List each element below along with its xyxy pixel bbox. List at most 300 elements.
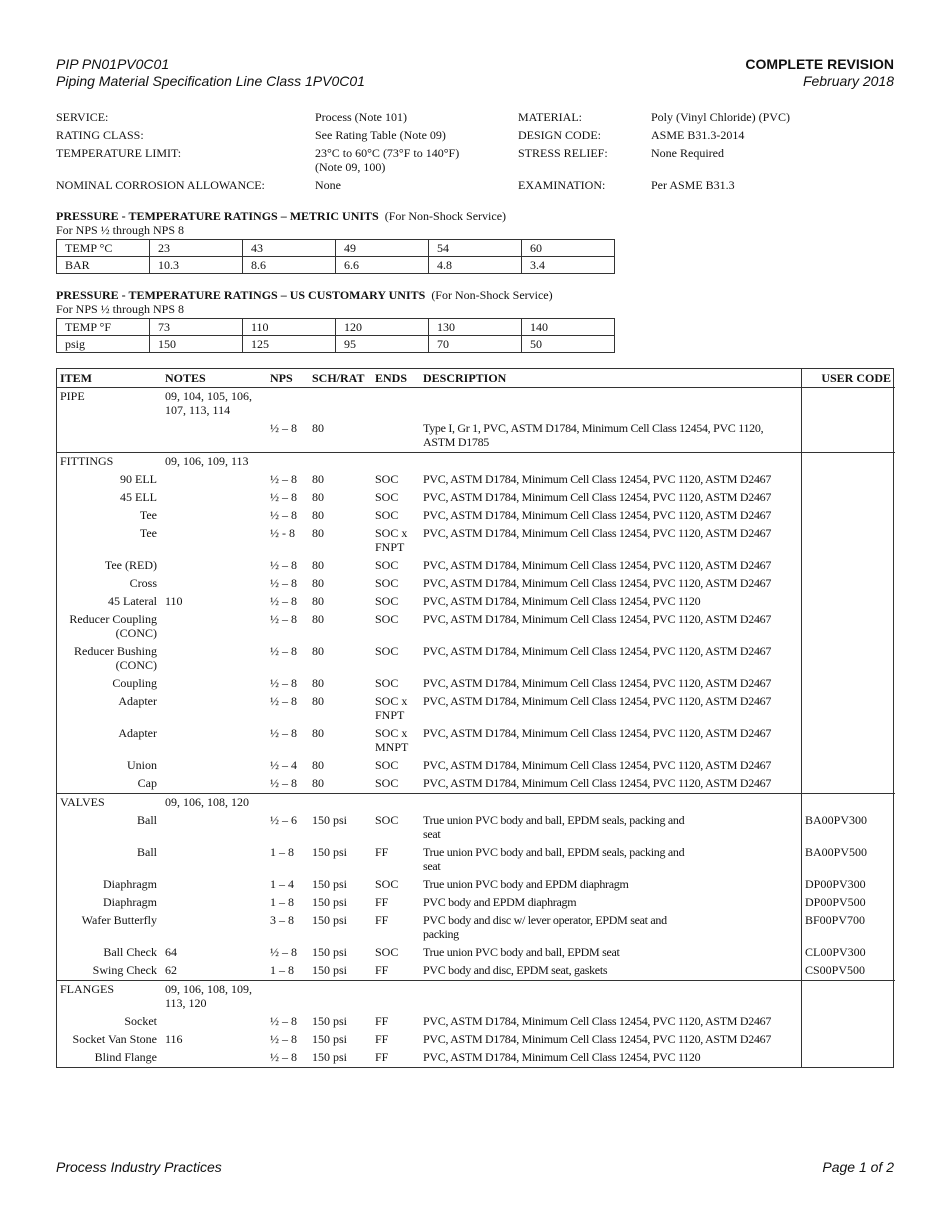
column-divider	[801, 368, 802, 1067]
item-notes: 62	[165, 963, 177, 977]
item-user-code	[801, 693, 895, 725]
service-label: SERVICE:	[56, 110, 109, 124]
item-ends: SOC	[375, 945, 399, 959]
doc-id: PIP PN01PV0C01	[56, 56, 170, 72]
col-header-description: DESCRIPTION	[419, 368, 705, 388]
item-sch-rating: 80	[312, 676, 324, 690]
table-row	[56, 876, 895, 894]
us-cell: psig	[57, 336, 150, 353]
item-user-code	[801, 575, 895, 593]
item-notes	[161, 611, 266, 643]
item-nps: ½ – 8	[270, 594, 297, 608]
item-ends: SOC	[375, 558, 399, 572]
group-valves	[56, 794, 895, 981]
item-sch-rating: 80	[312, 594, 324, 608]
item-sch-rating: 150 psi	[312, 1032, 348, 1046]
item-nps: ½ – 8	[270, 508, 297, 522]
metric-cell: 8.6	[243, 257, 336, 274]
table-row	[56, 525, 895, 557]
group-header-row	[56, 794, 895, 813]
item-ends	[371, 420, 419, 453]
item-ends: SOC x FNPT	[375, 526, 408, 554]
item-description: PVC, ASTM D1784, Minimum Cell Class 12454, PVC 1120, ASTM D2467	[423, 1014, 772, 1028]
item-description: PVC body and disc w/ lever operator, EPDM seat and packing	[423, 913, 667, 941]
metric-title-text: PRESSURE - TEMPERATURE RATINGS – METRIC UNITS	[56, 209, 379, 223]
us-cell: 95	[336, 336, 429, 353]
col-header-notes: NOTES	[161, 368, 266, 388]
us-title-text: PRESSURE - TEMPERATURE RATINGS – US CUSTOMARY UNITS	[56, 288, 426, 302]
material-label: MATERIAL:	[518, 110, 582, 124]
group-name: VALVES	[60, 795, 105, 809]
item-user-code	[801, 643, 895, 675]
metric-cell: BAR	[57, 257, 150, 274]
item-sch-rating: 80	[312, 644, 324, 658]
item-description: PVC, ASTM D1784, Minimum Cell Class 12454, PVC 1120, ASTM D2467	[423, 508, 772, 522]
item-description: PVC body and EPDM diaphragm	[423, 895, 577, 909]
item-notes	[161, 812, 266, 844]
item-description: PVC, ASTM D1784, Minimum Cell Class 12454, PVC 1120, ASTM D2467	[423, 776, 772, 790]
item-nps: ½ – 8	[270, 421, 297, 435]
group-name: FITTINGS	[60, 454, 114, 468]
item-sch-rating: 80	[312, 776, 324, 790]
rating-label: RATING CLASS:	[56, 128, 144, 142]
metric-cell: 6.6	[336, 257, 429, 274]
item-user-code	[801, 1013, 895, 1031]
table-row	[56, 1031, 895, 1049]
table-row	[56, 557, 895, 575]
item-name: Cap	[137, 776, 157, 790]
item-description: True union PVC body and ball, EPDM seat	[423, 945, 620, 959]
us-cell: 120	[336, 319, 429, 336]
item-nps: ½ – 8	[270, 612, 297, 626]
exam-label: EXAMINATION:	[518, 178, 606, 192]
item-sch-rating: 80	[312, 490, 324, 504]
item-ends: SOC x MNPT	[375, 726, 409, 754]
item-ends: FF	[375, 1032, 389, 1046]
item-name: Tee	[139, 508, 157, 522]
item-user-code	[801, 775, 895, 794]
item-description: PVC, ASTM D1784, Minimum Cell Class 12454, PVC 1120, ASTM D2467	[423, 726, 772, 740]
temp-value-line2: (Note 09, 100)	[315, 160, 386, 174]
material-value: Poly (Vinyl Chloride) (PVC)	[651, 110, 790, 124]
item-description: PVC, ASTM D1784, Minimum Cell Class 12454, PVC 1120, ASTM D2467	[423, 558, 772, 572]
item-notes	[161, 525, 266, 557]
item-sch-rating: 80	[312, 472, 324, 486]
table-row	[56, 675, 895, 693]
item-notes	[161, 876, 266, 894]
table-row	[56, 725, 895, 757]
item-spacer	[705, 844, 801, 876]
metric-ratings-table	[56, 239, 615, 274]
item-description: PVC, ASTM D1784, Minimum Cell Class 12454, PVC 1120, ASTM D2467	[423, 576, 772, 590]
item-description: True union PVC body and ball, EPDM seals, packing and seat	[423, 845, 685, 873]
metric-cell: 3.4	[522, 257, 615, 274]
item-description: PVC, ASTM D1784, Minimum Cell Class 12454, PVC 1120, ASTM D2467	[423, 644, 772, 658]
col-header-nps: NPS	[266, 368, 308, 388]
temp-value-line1: 23°C to 60°C (73°F to 140°F)	[315, 146, 460, 160]
item-sch-rating: 80	[312, 508, 324, 522]
table-row	[56, 489, 895, 507]
item-description: Type I, Gr 1, PVC, ASTM D1784, Minimum Cell Class 12454, PVC 1120, ASTM D1785	[423, 421, 764, 449]
item-user-code	[801, 1031, 895, 1049]
item-ends: SOC	[375, 472, 399, 486]
item-name	[56, 420, 161, 453]
table-left-border	[56, 368, 57, 1067]
item-name: Cross	[129, 576, 157, 590]
item-name: 90 ELL	[120, 472, 157, 486]
table-row	[56, 420, 895, 453]
page-number: Page 1 of 2	[822, 1159, 894, 1175]
item-user-code	[801, 1049, 895, 1067]
item-sch-rating: 80	[312, 726, 324, 740]
item-name: Blind Flange	[94, 1050, 157, 1064]
item-notes	[161, 844, 266, 876]
design-value: ASME B31.3-2014	[651, 128, 745, 142]
group-notes: 09, 106, 109, 113	[165, 454, 249, 468]
table-row	[56, 912, 895, 944]
item-name: Swing Check	[92, 963, 157, 977]
item-name: Diaphragm	[103, 895, 157, 909]
item-user-code: BA00PV500	[805, 845, 868, 859]
group-notes: 09, 106, 108, 120	[165, 795, 249, 809]
metric-temp-row	[57, 240, 615, 257]
table-row	[56, 643, 895, 675]
us-ratings-table	[56, 318, 615, 353]
stress-value: None Required	[651, 146, 724, 160]
metric-ratings-title	[56, 209, 615, 223]
us-cell: TEMP °F	[57, 319, 150, 336]
item-nps: ½ – 8	[270, 1014, 297, 1028]
item-description: PVC, ASTM D1784, Minimum Cell Class 12454, PVC 1120, ASTM D2467	[423, 612, 772, 626]
item-nps: 3 – 8	[270, 913, 294, 927]
group-header-row	[56, 981, 895, 1014]
item-sch-rating: 80	[312, 576, 324, 590]
item-ends: SOC	[375, 576, 399, 590]
item-notes	[161, 675, 266, 693]
us-cell: 125	[243, 336, 336, 353]
metric-cell: 60	[522, 240, 615, 257]
item-nps: 1 – 8	[270, 845, 294, 859]
design-label: DESIGN CODE:	[518, 128, 601, 142]
item-spacer	[705, 894, 801, 912]
item-ends: FF	[375, 845, 389, 859]
us-cell: 110	[243, 319, 336, 336]
item-sch-rating: 80	[312, 526, 324, 540]
spec-table-header	[56, 368, 895, 388]
item-name: 45 Lateral	[108, 594, 157, 608]
item-notes	[161, 912, 266, 944]
item-nps: ½ – 8	[270, 726, 297, 740]
item-name: Socket	[124, 1014, 157, 1028]
item-sch-rating: 80	[312, 421, 324, 435]
item-ends: SOC	[375, 594, 399, 608]
item-ends: SOC	[375, 644, 399, 658]
table-right-border	[893, 368, 894, 1067]
temp-value	[315, 146, 515, 174]
group-notes: 09, 104, 105, 106, 107, 113, 114	[165, 389, 252, 417]
item-name: Reducer Coupling (CONC)	[69, 612, 157, 640]
us-cell: 130	[429, 319, 522, 336]
item-ends: SOC	[375, 508, 399, 522]
item-name: Adapter	[118, 694, 157, 708]
item-user-code	[801, 675, 895, 693]
metric-cell: 10.3	[150, 257, 243, 274]
revision-status: COMPLETE REVISION	[745, 56, 894, 72]
item-ends: SOC	[375, 776, 399, 790]
metric-cell: 4.8	[429, 257, 522, 274]
corrosion-label: NOMINAL CORROSION ALLOWANCE:	[56, 178, 265, 192]
item-sch-rating: 150 psi	[312, 963, 348, 977]
footer-org: Process Industry Practices	[56, 1159, 222, 1175]
col-header-ends: ENDS	[371, 368, 419, 388]
table-row	[56, 894, 895, 912]
item-description: PVC, ASTM D1784, Minimum Cell Class 12454, PVC 1120, ASTM D2467	[423, 472, 772, 486]
table-row	[56, 611, 895, 643]
item-ends: SOC	[375, 612, 399, 626]
item-notes	[161, 507, 266, 525]
table-top-border	[56, 368, 894, 369]
spec-table	[56, 368, 895, 1067]
item-user-code	[801, 525, 895, 557]
metric-subtitle: For NPS ½ through NPS 8	[56, 223, 185, 237]
item-name: Union	[127, 758, 157, 772]
table-row	[56, 944, 895, 962]
group-header-row	[56, 388, 895, 421]
table-row	[56, 1049, 895, 1067]
item-nps: ½ – 8	[270, 558, 297, 572]
item-name: Tee	[139, 526, 157, 540]
us-ratings	[56, 288, 615, 353]
item-description: True union PVC body and ball, EPDM seals, packing and seat	[423, 813, 685, 841]
item-user-code	[801, 507, 895, 525]
metric-cell: 43	[243, 240, 336, 257]
item-ends: SOC	[375, 490, 399, 504]
metric-title-note: (For Non-Shock Service)	[384, 209, 507, 223]
item-description: PVC, ASTM D1784, Minimum Cell Class 12454, PVC 1120, ASTM D2467	[423, 758, 772, 772]
item-nps: ½ – 8	[270, 676, 297, 690]
item-sch-rating: 150 psi	[312, 945, 348, 959]
item-user-code: DP00PV300	[805, 877, 866, 891]
group-flanges	[56, 981, 895, 1068]
item-nps: ½ – 8	[270, 490, 297, 504]
item-user-code	[801, 611, 895, 643]
item-notes	[161, 1049, 266, 1067]
item-user-code	[801, 420, 895, 453]
col-header-user-code: USER CODE	[801, 368, 895, 388]
item-sch-rating: 150 psi	[312, 813, 348, 827]
item-sch-rating: 150 psi	[312, 877, 348, 891]
item-notes	[161, 557, 266, 575]
item-nps: ½ – 8	[270, 1032, 297, 1046]
item-ends: SOC x FNPT	[375, 694, 408, 722]
header-right	[745, 56, 894, 90]
item-user-code	[801, 757, 895, 775]
table-row	[56, 775, 895, 794]
us-cell: 50	[522, 336, 615, 353]
table-row	[56, 693, 895, 725]
item-user-code: BF00PV700	[805, 913, 866, 927]
item-nps: ½ – 4	[270, 758, 297, 772]
item-notes: 116	[165, 1032, 183, 1046]
item-ends: FF	[375, 895, 389, 909]
item-notes	[161, 471, 266, 489]
us-psig-row	[57, 336, 615, 353]
item-nps: ½ - 8	[270, 526, 295, 540]
group-fittings	[56, 453, 895, 794]
item-nps: ½ – 8	[270, 576, 297, 590]
item-name: Ball	[137, 813, 157, 827]
item-nps: ½ – 6	[270, 813, 297, 827]
revision-date: February 2018	[802, 73, 894, 89]
item-name: Tee (RED)	[104, 558, 157, 572]
us-temp-row	[57, 319, 615, 336]
item-description: PVC, ASTM D1784, Minimum Cell Class 12454, PVC 1120, ASTM D2467	[423, 526, 772, 540]
item-spacer	[705, 944, 801, 962]
item-notes	[161, 693, 266, 725]
item-description: True union PVC body and EPDM diaphragm	[423, 877, 629, 891]
item-description: PVC, ASTM D1784, Minimum Cell Class 12454, PVC 1120	[423, 1050, 701, 1064]
table-row	[56, 812, 895, 844]
item-user-code	[801, 593, 895, 611]
item-sch-rating: 80	[312, 758, 324, 772]
item-sch-rating: 150 psi	[312, 913, 348, 927]
table-row	[56, 575, 895, 593]
item-notes	[161, 1013, 266, 1031]
item-nps: 1 – 8	[270, 895, 294, 909]
item-spacer	[705, 912, 801, 944]
rating-value: See Rating Table (Note 09)	[315, 128, 446, 142]
table-row	[56, 471, 895, 489]
item-sch-rating: 150 psi	[312, 1014, 348, 1028]
item-user-code: CS00PV500	[805, 963, 866, 977]
metric-cell: 54	[429, 240, 522, 257]
item-sch-rating: 80	[312, 558, 324, 572]
item-description: PVC, ASTM D1784, Minimum Cell Class 12454, PVC 1120, ASTM D2467	[423, 1032, 772, 1046]
us-cell: 140	[522, 319, 615, 336]
table-row	[56, 593, 895, 611]
item-spacer	[705, 812, 801, 844]
item-ends: FF	[375, 913, 389, 927]
item-name: 45 ELL	[120, 490, 157, 504]
col-header-item: ITEM	[56, 368, 161, 388]
us-ratings-title	[56, 288, 615, 302]
item-user-code	[801, 489, 895, 507]
item-sch-rating: 80	[312, 612, 324, 626]
item-name: Reducer Bushing (CONC)	[74, 644, 157, 672]
stress-label: STRESS RELIEF:	[518, 146, 608, 160]
item-sch-rating: 80	[312, 694, 324, 708]
item-nps: ½ – 8	[270, 776, 297, 790]
item-user-code	[801, 725, 895, 757]
item-spacer	[705, 876, 801, 894]
item-spacer	[705, 962, 801, 981]
item-description: PVC, ASTM D1784, Minimum Cell Class 12454, PVC 1120, ASTM D2467	[423, 490, 772, 504]
item-notes: 64	[165, 945, 177, 959]
metric-cell: TEMP °C	[57, 240, 150, 257]
item-name: Ball	[137, 845, 157, 859]
item-description: PVC, ASTM D1784, Minimum Cell Class 12454, PVC 1120, ASTM D2467	[423, 694, 772, 708]
item-notes	[161, 575, 266, 593]
item-nps: ½ – 8	[270, 694, 297, 708]
item-description: PVC, ASTM D1784, Minimum Cell Class 12454, PVC 1120, ASTM D2467	[423, 676, 772, 690]
metric-cell: 23	[150, 240, 243, 257]
item-ends: FF	[375, 1050, 389, 1064]
table-row	[56, 962, 895, 981]
item-name: Socket Van Stone	[72, 1032, 157, 1046]
item-name: Ball Check	[103, 945, 157, 959]
item-notes	[161, 894, 266, 912]
item-notes	[161, 643, 266, 675]
item-user-code: CL00PV300	[805, 945, 866, 959]
item-sch-rating: 150 psi	[312, 845, 348, 859]
item-ends: SOC	[375, 676, 399, 690]
table-row	[56, 844, 895, 876]
item-user-code	[801, 557, 895, 575]
temp-label: TEMPERATURE LIMIT:	[56, 146, 182, 160]
item-notes	[161, 775, 266, 794]
item-nps: ½ – 8	[270, 644, 297, 658]
group-header-row	[56, 453, 895, 472]
item-nps: ½ – 8	[270, 945, 297, 959]
item-ends: FF	[375, 963, 389, 977]
item-user-code: BA00PV300	[805, 813, 868, 827]
header-left	[56, 56, 365, 90]
item-ends: SOC	[375, 758, 399, 772]
item-sch-rating: 150 psi	[312, 1050, 348, 1064]
table-row	[56, 507, 895, 525]
item-description: PVC, ASTM D1784, Minimum Cell Class 12454, PVC 1120	[423, 594, 701, 608]
item-notes	[161, 489, 266, 507]
item-name: Wafer Butterfly	[81, 913, 157, 927]
col-header-sch: SCH/RAT	[308, 368, 371, 388]
item-notes	[161, 757, 266, 775]
group-pipe	[56, 388, 895, 453]
item-description: PVC body and disc, EPDM seat, gaskets	[423, 963, 608, 977]
corrosion-value: None	[315, 178, 341, 192]
service-value: Process (Note 101)	[315, 110, 407, 124]
group-name: FLANGES	[60, 982, 115, 996]
item-sch-rating: 150 psi	[312, 895, 348, 909]
item-name: Coupling	[112, 676, 157, 690]
us-cell: 73	[150, 319, 243, 336]
item-user-code: DP00PV500	[805, 895, 866, 909]
us-cell: 70	[429, 336, 522, 353]
exam-value: Per ASME B31.3	[651, 178, 735, 192]
service-info	[56, 110, 896, 196]
item-nps: ½ – 8	[270, 472, 297, 486]
item-ends: SOC	[375, 877, 399, 891]
item-ends: FF	[375, 1014, 389, 1028]
table-row	[56, 757, 895, 775]
item-name: Adapter	[118, 726, 157, 740]
metric-bar-row	[57, 257, 615, 274]
item-notes	[161, 420, 266, 453]
group-name: PIPE	[60, 389, 85, 403]
us-cell: 150	[150, 336, 243, 353]
item-user-code	[801, 471, 895, 489]
item-notes: 110	[165, 594, 183, 608]
table-bottom-border	[56, 1067, 894, 1068]
col-header-blank	[705, 368, 801, 388]
item-nps: 1 – 4	[270, 877, 294, 891]
us-subtitle: For NPS ½ through NPS 8	[56, 302, 185, 316]
item-name: Diaphragm	[103, 877, 157, 891]
item-nps: 1 – 8	[270, 963, 294, 977]
us-title-note: (For Non-Shock Service)	[431, 288, 553, 302]
metric-ratings	[56, 209, 615, 274]
doc-title: Piping Material Specification Line Class 1PV0C01	[56, 73, 365, 89]
item-ends: SOC	[375, 813, 399, 827]
